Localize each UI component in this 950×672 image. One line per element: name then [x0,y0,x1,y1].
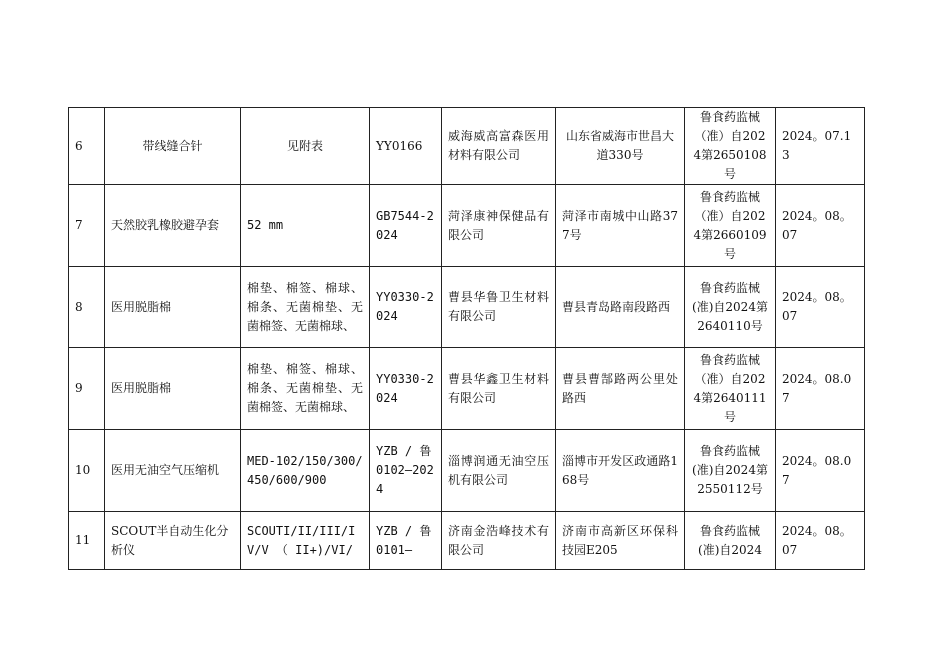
approval-date: 2024。08。07 [776,267,865,348]
registration-cert: 鲁食药监械（准）自2024第2660109号 [685,185,776,267]
product-name: 天然胶乳橡胶避孕套 [105,185,241,267]
product-spec-text: 棉垫、棉签、棉球、棉条、无菌棉垫、无菌棉签、无菌棉球、 [247,280,363,333]
product-standard: YY0330-2024 [370,267,442,348]
company-name: 济南金浩峰技术有限公司 [442,512,556,570]
product-standard: YY0330-2024 [370,348,442,430]
table-row [69,512,865,570]
product-spec-text: 棉垫、棉签、棉球、棉条、无菌棉垫、无菌棉签、无菌棉球、 [247,362,363,414]
row-number: 8 [69,267,105,348]
registration-cert: 鲁食药监械（准）自2024第2640111号 [685,348,776,430]
approval-date: 2024。08。07 [776,512,865,570]
company-name: 淄博润通无油空压机有限公司 [442,430,556,512]
table-row [69,348,865,430]
company-name: 菏泽康神保健品有限公司 [442,185,556,267]
product-spec: 见附表 [241,108,370,185]
company-address: 曹县曹郜路两公里处路西 [556,348,685,430]
row-number: 10 [69,430,105,512]
registration-cert: 鲁食药监械（准）自2024第2650108号 [685,108,776,185]
table-row [69,185,865,267]
row-number: 9 [69,348,105,430]
registration-cert: 鲁食药监械(准)自2024第2640110号 [685,267,776,348]
table-row [69,267,865,348]
row-number: 7 [69,185,105,267]
product-name: 医用脱脂棉 [105,348,241,430]
product-standard: YY0166 [370,108,442,185]
product-standard: YZB / 鲁0101— [370,512,442,570]
product-standard: YZB / 鲁0102—2024 [370,430,442,512]
product-name: 医用脱脂棉 [105,267,241,348]
product-spec: SCOUTI/II/III/IV/V （ II+)/VI/ [241,512,370,570]
product-spec: 52 mm [241,185,370,267]
product-spec [241,348,370,430]
company-name: 曹县华鲁卫生材料有限公司 [442,267,556,348]
product-name: 医用无油空气压缩机 [105,430,241,512]
approval-date: 2024。07.13 [776,108,865,185]
company-address: 济南市高新区环保科技园E205 [556,512,685,570]
row-number: 6 [69,108,105,185]
approval-date: 2024。08.07 [776,430,865,512]
registration-cert: 鲁食药监械(准)自2024第2550112号 [685,430,776,512]
approval-date: 2024。08。07 [776,185,865,267]
company-address: 山东省威海市世昌大道330号 [556,108,685,185]
table-row [69,108,865,185]
product-spec [241,267,370,348]
product-spec: MED-102/150/300/450/600/900 [241,430,370,512]
company-address: 曹县青岛路南段路西 [556,267,685,348]
product-name: SCOUT半自动生化分析仪 [105,512,241,570]
registration-table [68,107,865,570]
company-address: 淄博市开发区政通路168号 [556,430,685,512]
product-standard: GB7544-2024 [370,185,442,267]
approval-date: 2024。08.07 [776,348,865,430]
company-address: 菏泽市南城中山路377号 [556,185,685,267]
company-name: 威海威高富森医用材料有限公司 [442,108,556,185]
row-number: 11 [69,512,105,570]
table-row [69,430,865,512]
registration-cert: 鲁食药监械(准)自2024 [685,512,776,570]
product-name: 带线缝合针 [105,108,241,185]
company-name: 曹县华鑫卫生材料有限公司 [442,348,556,430]
